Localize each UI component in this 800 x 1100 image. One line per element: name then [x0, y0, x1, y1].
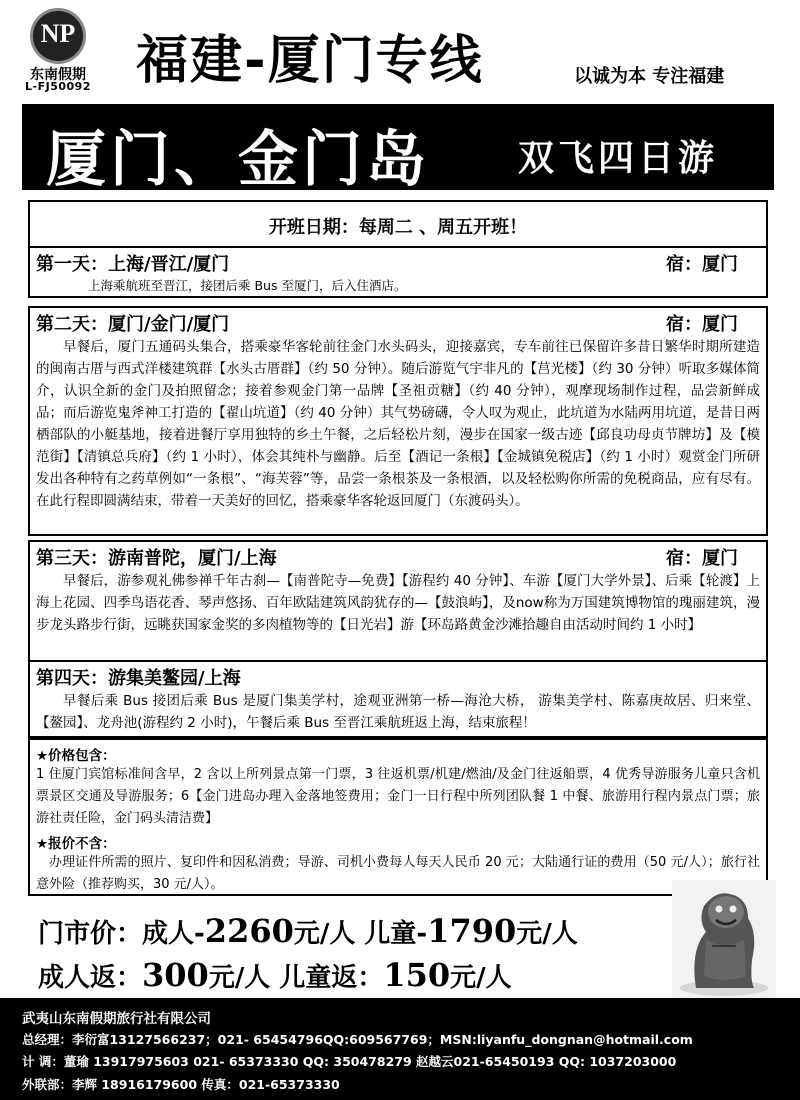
page-title: 福建-厦门专线: [136, 31, 484, 91]
retail-price-line: [38, 912, 578, 950]
day-2-description: 早餐后，厦门五通码头集合，搭乘豪华客轮前往金门水头码头，迎接嘉宾，专车前往已保留许多昔日繁华时期所建造的闽南古厝与西式洋楼建筑群【水头古厝群】（约 50 分钟）。随后游览气宇非凡的【莒光楼】（约 30 分钟）听取多媒体简介，认识全新的金门及拍照留念；接着参观金门第一品牌【圣祖贡糖】（约 40 分钟），观摩现场制作过程，品尝新鲜成品；而后游览鬼斧神工打造的【翟山坑道】（约 40 分钟）其气势磅礴，令人叹为观止，此坑道为水陆两用坑道，是昔日两栖部队的小艇基地，接着进餐厅享用独特的乡土午餐，之后轻松片刻，漫步在国家一级古迹【邱良功母贞节牌坊】及【模范街】【清镇总兵府】（约 1 小时），体会其纯朴与幽静。后至【酒记一条根】【金城镇免税店】（约 1 小时）观赏金门所研发出各种特有之药草例如“一条根”、“海芙蓉”等，品尝一条根茶及一条根酒，以及轻松购你所需的免税商品，应有尽有。在此行程即圆满结束，带着一天美好的回忆，搭乘豪华客轮返回厦门（东渡码头）。: [36, 339, 760, 509]
child-rebate-unit: 元/人: [450, 963, 512, 993]
statue-illustration: [672, 880, 776, 998]
child-price: 1790: [427, 912, 517, 950]
adult-rebate-unit: 元/人 儿童返：: [208, 963, 384, 993]
excluded-heading: ★报价不含：: [36, 836, 116, 852]
day-2-title: 第二天：厦门/金门/厦门: [36, 314, 230, 335]
company-name: 武夷山东南假期旅行社有限公司: [22, 1011, 211, 1027]
wind-lion-statue-photo: [672, 880, 776, 998]
adult-price: 2260: [204, 912, 294, 950]
day-4-section: [28, 660, 768, 738]
child-rebate: 150: [383, 956, 451, 994]
day-3-description: 早餐后，游参观礼佛参禅千年古刹—【南普陀寺—免费】【游程约 40 分钟】、车游【厦门大学外景】、后乘【轮渡】上海上花园、四季鸟语花香、琴声悠扬、百年欧陆建筑风韵犹存的—【鼓浪屿】，及now称为万国建筑博物馆的瑰丽建筑，漫步龙头路步行街，远眺获国家金奖的多肉植物等的【日光岩】游【环岛路黄金沙滩拾趣自由活动时间约 1 小时】: [36, 573, 760, 633]
day-1-description: 上海乘航班至晋江，接团后乘 Bus 至厦门，后入住酒店。: [88, 278, 407, 293]
contact-planning: 计 调：董瑜 13917975603 021- 65373330 QQ: 350478279 赵越云021-65450193 QQ: 1037203000: [22, 1054, 677, 1069]
day-1-title: 第一天：上海/晋江/厦门: [36, 254, 230, 275]
tour-banner: [22, 104, 774, 195]
day-4-description: 早餐后乘 Bus 接团后乘 Bus 是厦门集美学村，途观亚洲第一桥—海沧大桥， 游集美学村、陈嘉庚故居、归来堂、【鳌园】、龙舟池(游程约 2 小时)，午餐后乘 Bus 至晋江乘航班返上海，结束旅程！: [36, 693, 760, 731]
excluded-text: 办理证件所需的照片、复印件和因私消费；导游、司机小费每人每天人民币 20 元；大陆通行证的费用（50 元/人）；旅行社意外险（推荐购买，30 元/人）。: [36, 855, 760, 892]
day-2-stay: 宿：厦门: [666, 314, 738, 335]
day-3-stay: 宿：厦门: [666, 548, 738, 569]
adult-rebate: 300: [142, 956, 209, 994]
day-2-section: [28, 306, 768, 536]
license-code: L-FJ50092: [25, 80, 91, 93]
day-3-title: 第三天：游南普陀，厦门/上海: [36, 548, 277, 569]
contact-footer: [0, 998, 800, 1100]
price-terms-section: [28, 738, 768, 896]
included-heading: ★价格包含：: [36, 748, 116, 764]
adult-rebate-label: 成人返：: [38, 963, 143, 993]
logo-name: 东南假期: [30, 67, 86, 83]
slogan: 以诚为本 专注福建: [574, 66, 725, 87]
contact-liaison: 外联部：李辉 18916179600 传真：021-65373330: [22, 1077, 340, 1092]
logo-mark-text: NP: [40, 19, 76, 48]
banner-subtitle: 双飞四日游: [518, 137, 719, 179]
day-3-section: [28, 540, 768, 662]
adult-price-unit: 元/人 儿童-: [293, 919, 428, 949]
departure-schedule: 开班日期：每周二 、周五开班！: [268, 217, 528, 238]
included-text: 1 住厦门宾馆标准间含早，2 含以上所列景点第一门票，3 往返机票/机建/燃油/及金门往返船票，4 优秀导游服务儿童只含机票景区交通及导游服务；6【金门进岛办理入金落地签费用；金门一日行程中所列团队餐 1 中餐、旅游用行程内景点门票；旅游社责任险，金门码头清洁费】: [36, 767, 760, 826]
day-1-section: [28, 246, 768, 298]
day-4-title: 第四天：游集美鳌园/上海: [36, 668, 241, 689]
day-1-stay: 宿：厦门: [666, 254, 738, 275]
rebate-line: [38, 956, 512, 994]
logo-emblem: [30, 8, 86, 64]
banner-main-title: 厦门、金门岛: [46, 125, 430, 195]
company-logo: [10, 6, 106, 93]
child-price-unit: 元/人: [516, 919, 578, 949]
schedule-box: [28, 200, 768, 248]
retail-price-label: 门市价：成人-: [38, 919, 205, 949]
contact-manager: 总经理：李衍富13127566237；021- 65454796QQ:609567769；MSN:liyanfu_dongnan@hotmail.com: [22, 1032, 693, 1047]
